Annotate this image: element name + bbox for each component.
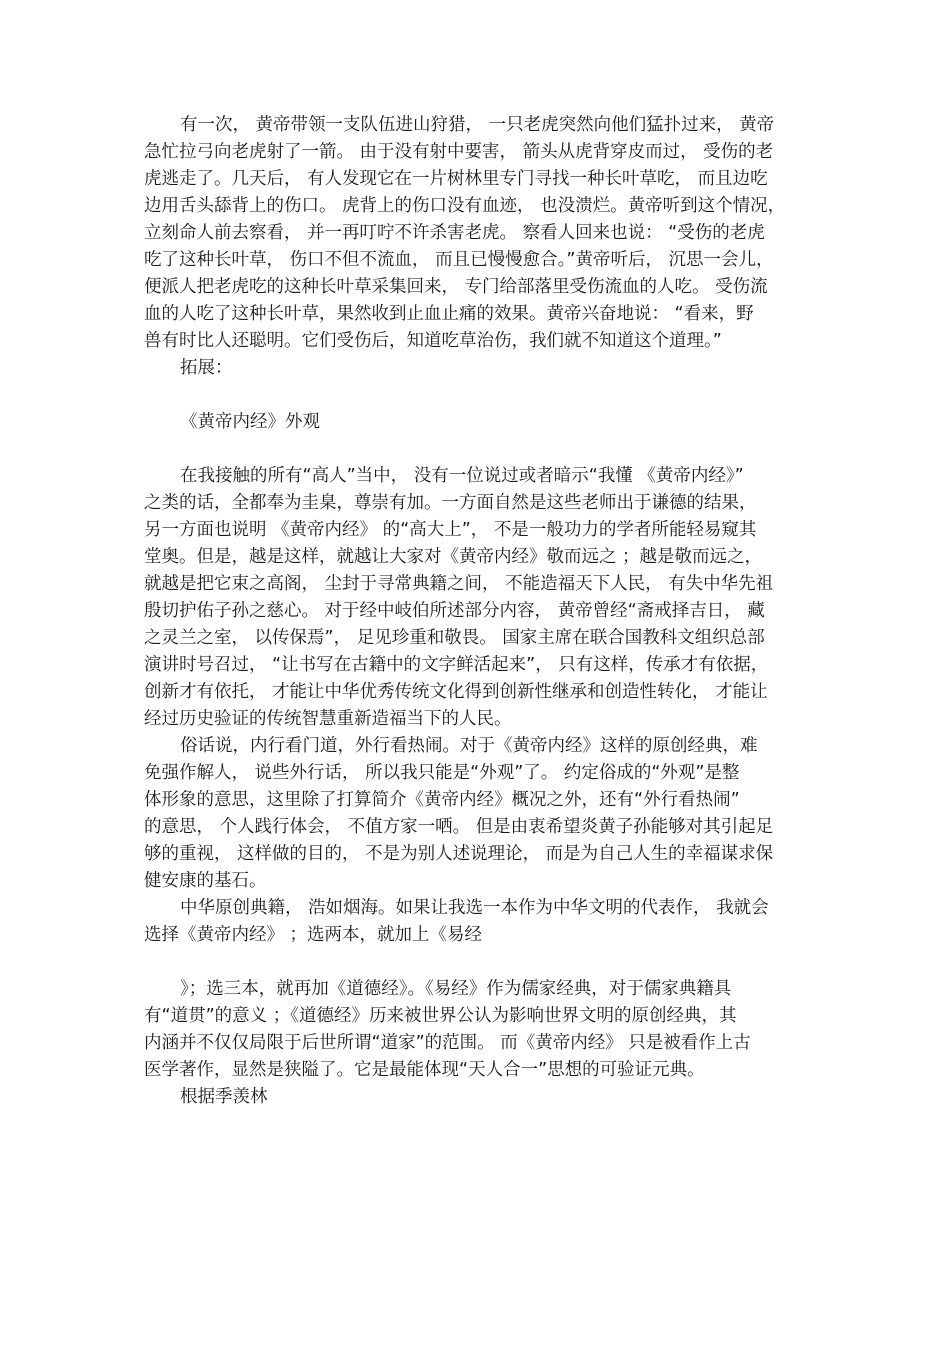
text-line: 另一方面也说明 《黄帝内经》 的“高大上”， 不是一般功力的学者所能轻易窥其 — [144, 520, 757, 540]
text-line: 健安康的基石。 — [144, 871, 267, 891]
text-line: 虎逃走了。几天后， 有人发现它在一片树林里专门寻找一种长叶草吃， 而且边吃 — [144, 169, 768, 189]
paragraph-3 — [144, 895, 810, 949]
paragraph-1 — [144, 463, 810, 733]
spacer — [144, 949, 810, 976]
text-line: 够的重视， 这样做的目的， 不是为别人述说理论， 而是为自己人生的幸福谋求保 — [144, 844, 774, 864]
text-line: 立刻命人前去察看， 并一再叮咛不许杀害老虎。 察看人回来也说： “受伤的老虎 — [144, 223, 765, 243]
text-line: 演讲时号召过， “让书写在古籍中的文字鲜活起来”， 只有这样，传承才有依据， — [144, 655, 769, 675]
paragraph-2 — [144, 733, 810, 895]
text-line: 就越是把它束之高阁， 尘封于寻常典籍之间， 不能造福天下人民， 有失中华先祖 — [144, 574, 774, 594]
text-line: 医学著作，显然是狭隘了。它是最能体现“天人合一”思想的可验证元典。 — [144, 1060, 705, 1080]
text-line: 吃了这种长叶草， 伤口不但不流血， 而且已慢慢愈合。”黄帝听后， 沉思一会儿， — [144, 250, 774, 270]
extension-label: 拓展： — [180, 358, 233, 378]
text-line: 边用舌头舔背上的伤口。 虎背上的伤口没有血迹， 也没溃烂。黄帝听到这个情况， — [144, 196, 786, 216]
text-line: 堂奥。但是，越是这样，就越让大家对《黄帝内经》敬而远之 ；越是敬而远之， — [144, 547, 763, 567]
closing-line: 根据季羡林 — [180, 1087, 268, 1107]
text-line: 之类的话，全都奉为圭臬，尊崇有加。一方面自然是这些老师出于谦德的结果， — [144, 493, 757, 513]
text-line: 便派人把老虎吃的这种长叶草采集回来， 专门给部落里受伤流血的人吃。 受伤流 — [144, 277, 768, 297]
text-line: 俗话说，内行看门道，外行看热闹。对于《黄帝内经》这样的原创经典，难 — [180, 736, 758, 756]
text-line: 兽有时比人还聪明。它们受伤后，知道吃草治伤，我们就不知道这个道理。” — [144, 331, 722, 351]
paragraph-4 — [144, 976, 810, 1084]
paragraph-story — [144, 112, 810, 355]
text-line: 创新才有依托， 才能让中华优秀传统文化得到创新性继承和创造性转化， 才能让 — [144, 682, 768, 702]
section-title: 《黄帝内经》外观 — [180, 412, 320, 432]
text-line: 急忙拉弓向老虎射了一箭。 由于没有射中要害， 箭头从虎背穿皮而过， 受伤的老 — [144, 142, 774, 162]
text-line: 经过历史验证的传统智慧重新造福当下的人民。 — [144, 709, 512, 729]
spacer — [144, 382, 810, 409]
text-line: 血的人吃了这种长叶草，果然收到止血止痛的效果。黄帝兴奋地说： “看来，野 — [144, 304, 754, 324]
text-line: 之灵兰之室， 以传保焉”， 足见珍重和敬畏。 国家主席在联合国教科文组织总部 — [144, 628, 765, 648]
text-line: 有“道贯”的意义 ；《道德经》历来被世界公认为影响世界文明的原创经典，其 — [144, 1006, 737, 1026]
spacer — [144, 436, 810, 463]
text-line: 体形象的意思，这里除了打算简介《黄帝内经》概况之外，还有“外行看热闹” — [144, 790, 740, 810]
text-line: 选择《黄帝内经》 ；选两本，就加上《易经 — [144, 925, 483, 945]
text-line: 有一次， 黄帝带领一支队伍进山狩猎， 一只老虎突然向他们猛扑过来， 黄帝 — [180, 115, 775, 135]
text-line: 免强作解人， 说些外行话， 所以我只能是“外观”了。 约定俗成的“外观”是整 — [144, 763, 740, 783]
text-line: 在我接触的所有“高人”当中， 没有一位说过或者暗示“我懂 《黄帝内经》” — [180, 466, 744, 486]
text-line: 的意思， 个人践行体会， 不值方家一哂。 但是由衷希望炎黄子孙能够对其引起足 — [144, 817, 774, 837]
text-line: 殷切护佑子孙之慈心。 对于经中岐伯所述部分内容， 黄帝曾经“斋戒择吉日， 藏 — [144, 601, 765, 621]
text-line: 》；选三本，就再加《道德经》。《易经》作为儒家经典，对于儒家典籍具 — [180, 979, 732, 999]
text-line: 内涵并不仅仅局限于后世所谓“道家”的范围。 而《黄帝内经》 只是被看作上古 — [144, 1033, 751, 1053]
text-line: 中华原创典籍， 浩如烟海。如果让我选一本作为中华文明的代表作， 我就会 — [180, 898, 769, 918]
document-page — [144, 112, 810, 1111]
